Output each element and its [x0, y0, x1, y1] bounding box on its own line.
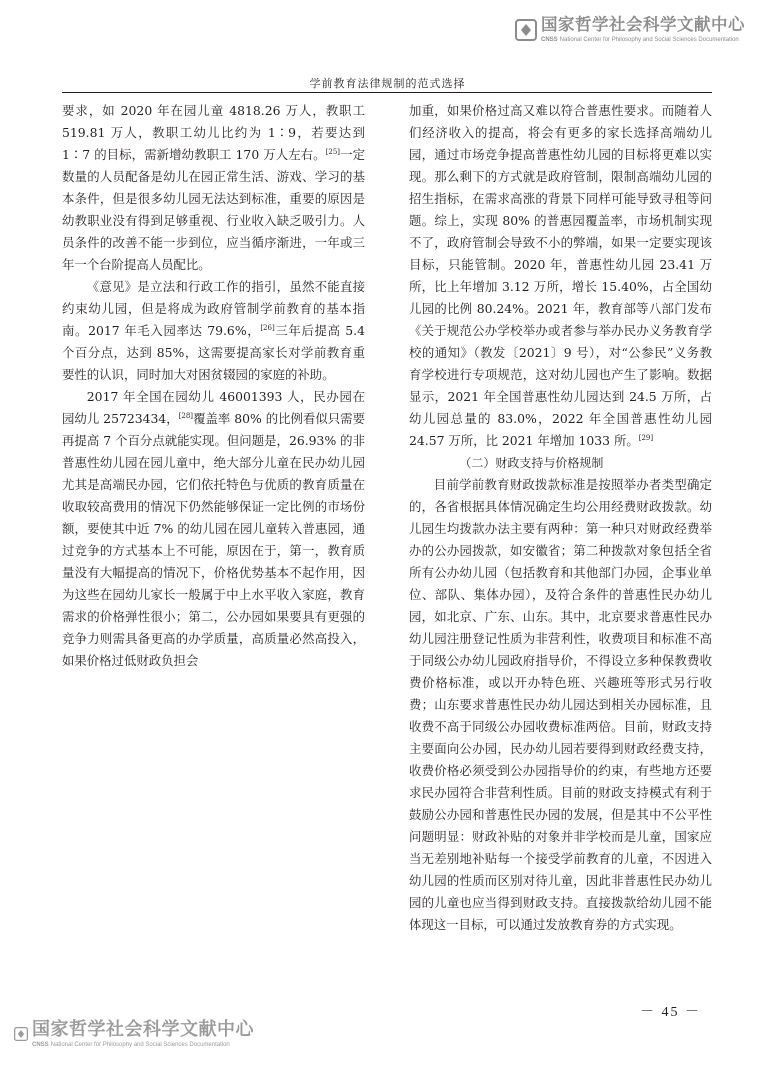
footer-logo-english-name: National Center for Philosophy and Social Sciences Documentation [50, 1041, 230, 1048]
paragraph [62, 100, 365, 276]
paragraph [409, 100, 712, 452]
footer-logo-abbr: CNSS [32, 1041, 49, 1048]
logo-abbr: CNSS [541, 36, 558, 43]
citation-ref[interactable]: [28] [178, 411, 194, 420]
citation-ref[interactable]: [26] [260, 323, 275, 332]
right-column [409, 100, 712, 990]
cnss-logo-icon [515, 19, 537, 41]
citation-ref[interactable]: [25] [325, 147, 341, 156]
header-rule [62, 92, 712, 93]
page-number: － 45 － [640, 1005, 701, 1020]
paragraph [409, 474, 712, 936]
footer-logo-chinese-name: 国家哲学社会科学文献中心 [32, 1018, 254, 1040]
section-heading: （二）财政支持与价格规制 [459, 456, 604, 470]
paragraph-text: 《意见》是立法和行政工作的指引，虽然不能直接约束幼儿园，但是将成为政府管制学前教育的基本指南。2017 年毛入园率达 79.6%， [62, 279, 365, 338]
paragraph-text: 要求，如 2020 年在园儿童 4818.26 万人，教职工 519.81 万人，教职工幼儿比约为 1∶9，若要达到 1∶7 的目标，需新增幼教职工 170 万人左右。 [62, 103, 365, 162]
running-title: 学前教育法律规制的范式选择 [309, 77, 466, 90]
paragraph-text: 目前学前教育财政拨款标准是按照举办者类型确定的，各省根据具体情况确定生均公用经费财政拨款。幼儿园生均拨款办法主要有两种：第一种只对财政经费举办的公办园拨款，如安徽省；第二种拨款对象包括全省所有公办幼儿园（包括教育和其他部门办园，企事业单位、部队、集体办园），及符合条件的普惠性民办幼儿园，如北京、广东、山东。其中，北京要求普惠性民办幼儿园注册登记性质为非营利性，收费项目和标准不高于同级公办幼儿园政府指导价，不得设立多种保教费收费价格标准，或以开办特色班、兴趣班等形式另行收费；山东要求普惠性民办幼儿园达到相关办园标准，且收费不高于同级公办园收费标准两倍。目前，财政支持主要面向公办园，民办幼儿园若要得到财政经费支持，收费价格必须受到公办园指导价的约束，有些地方还要求民办园符合非营利性质。目前的财政支持模式有利于鼓励公办园和普惠性民办园的发展，但是其中不公平性问题明显：财政补贴的对象并非学校而是儿童，国家应当无差别地补贴每一个接受学前教育的儿童，不因进入幼儿园的性质而区别对待儿童，因此非普惠性民办幼儿园的儿童也应当得到财政支持。直接拨款给幼儿园不能体现这一目标，可以通过发放教育券的方式实现。 [409, 477, 712, 932]
paragraph [62, 386, 365, 672]
paragraph-text: 加重，如果价格过高又难以符合普惠性要求。而随着人们经济收入的提高，将会有更多的家长选择高端幼儿园，通过市场竞争提高普惠性幼儿园的目标将更难以实现。那么剩下的方式就是政府管制，限制高端幼儿园的招生指标，在需求高涨的背景下同样可能导致寻租等问题。综上，实现 80% 的普惠园覆盖率，市场机制实现不了，政府管制会导致不小的弊端，如果一定要实现该目标，只能管制。2020 年，普惠性幼儿园 23.41 万所，比上年增加 3.12 万所，增长 15.40%，占全国幼儿园的比例 80.24%。2021 年，教育部等八部门发布《关于规范公办学校举办或者参与举办民办义务教育学校的通知》（教发〔2021〕9 号），对“公参民”义务教育学校进行专项规范，这对幼儿园也产生了影响。数据显示，2021 年全国普惠性幼儿园达到 24.5 万所，占幼儿园总量的 83.0%，2022 年全国普惠性幼儿园 24.57 万所，比 2021 年增加 1033 所。 [409, 103, 712, 448]
logo-chinese-name: 国家哲学社会科学文献中心 [541, 15, 745, 35]
paragraph [62, 276, 365, 386]
cnss-logo-icon [14, 1023, 28, 1045]
citation-ref[interactable]: [29] [638, 433, 654, 442]
paragraph-text: 一定数量的人员配备是幼儿在园正常生活、游戏、学习的基本条件，但是很多幼儿园无法达到标准，重要的原因是幼教职业没有得到足够重视、行业收入缺乏吸引力。人员条件的改善不能一步到位，应当循序渐进，一年或三年一个台阶提高人员配比。 [62, 147, 365, 272]
paragraph-text: 2017 年全国在园幼儿 46001393 人，民办园在园幼儿 25723434， [62, 389, 365, 426]
footer-logo [14, 1014, 254, 1054]
logo-english-name: National Center for Philosophy and Social Sciences Documentation [559, 36, 739, 43]
paragraph-text: 三年后提高 5.4 个百分点，达到 85%，这需要提高家长对学前教育重要性的认识，同时加大对困贫辍园的家庭的补助。 [62, 323, 365, 382]
paragraph-text: 覆盖率 80% 的比例看似只需要再提高 7 个百分点就能实现。但问题是，26.93% 的非普惠性幼儿园在园儿童中，绝大部分儿童在民办幼儿园尤其是高端民办园，它们依托特色与优质的教育质量在收取较高费用的情况下仍然能够保证一定比例的市场份额，要使其中近 7% 的幼儿园在园儿童转入普惠园，通过竞争的方式基本上不可能，原因在于，第一，教育质量没有大幅提高的情况下，价格优势基本不起作用，因为这些在园幼儿家长一般属于中上水平收入家庭，教育需求的价格弹性很小；第二，公办园如果要具有更强的竞争力则需具备更高的办学质量，高质量必然高投入，如果价格过低财政负担会 [62, 411, 365, 668]
left-column [62, 100, 365, 990]
header-logo [515, 12, 755, 48]
